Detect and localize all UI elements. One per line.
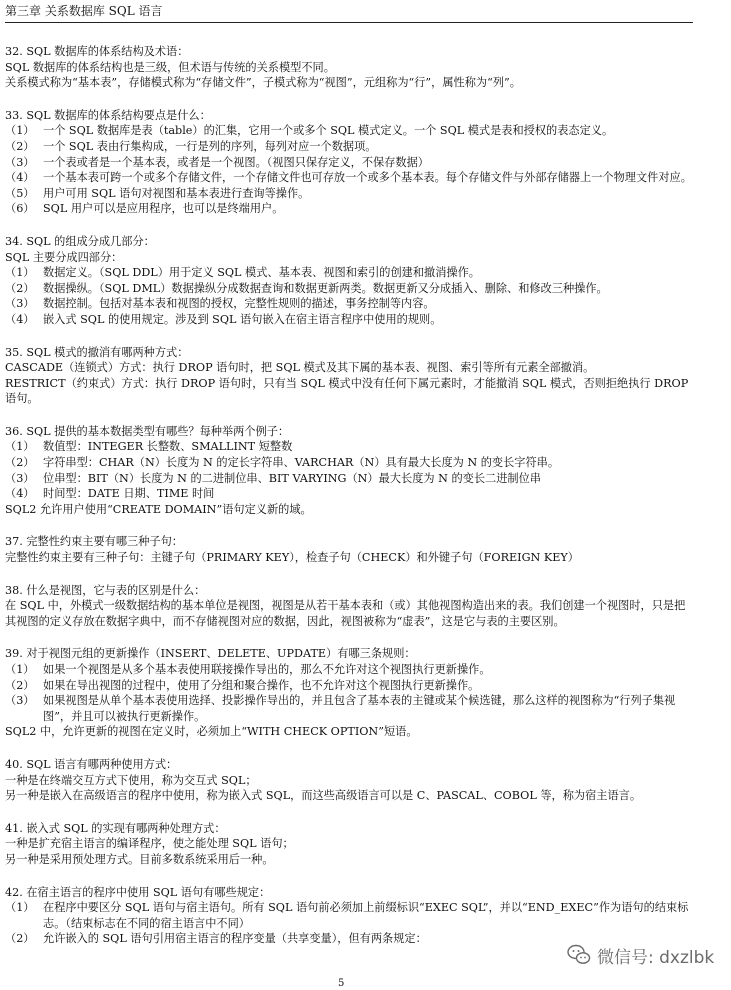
section-title: 42. 在宿主语言的程序中使用 SQL 语句有哪些规定： bbox=[5, 885, 271, 899]
numbered-item bbox=[5, 281, 693, 297]
item-text: 如果一个视图是从多个基本表使用联接操作导出的，那么不允许对这个视图执行更新操作。 bbox=[43, 663, 491, 676]
paragraph-line: CASCADE（连锁式）方式：执行 DROP 语句时，把 SQL 模式及其下属的基本表、视图、索引等所有元素全部撤消。 bbox=[5, 361, 595, 375]
item-number: （4） bbox=[5, 312, 35, 326]
numbered-item bbox=[5, 439, 693, 455]
paragraph-line: 另一种是嵌入在高级语言的程序中使用，称为嵌入式 SQL，而这些高级语言可以是 C、PASCAL、COBOL 等，称为宿主语言。 bbox=[5, 789, 642, 803]
qa-section bbox=[5, 885, 693, 947]
qa-section bbox=[5, 646, 693, 740]
section-title: 32. SQL 数据库的体系结构及术语： bbox=[5, 45, 189, 58]
paragraph-line: 另一种是采用预处理方式。目前多数系统采用后一种。 bbox=[5, 852, 274, 866]
section-title: 38. 什么是视图，它与表的区别是什么： bbox=[5, 583, 206, 597]
qa-section bbox=[5, 424, 693, 518]
qa-section bbox=[5, 234, 693, 328]
numbered-item bbox=[5, 312, 693, 328]
section-title: 37. 完整性约束主要有哪三种子句： bbox=[5, 535, 183, 549]
section-title: 40. SQL 语言有哪两种使用方式： bbox=[5, 757, 178, 771]
paragraph-line: 完整性约束主要有三种子句：主键子句（PRIMARY KEY），检查子句（CHECK）和外键子句（FOREIGN KEY） bbox=[5, 551, 579, 565]
item-text: SQL 用户可以是应用程序，也可以是终端用户。 bbox=[43, 202, 284, 216]
numbered-item bbox=[5, 186, 693, 202]
watermark-text: 微信号: dxzlbk bbox=[597, 947, 715, 968]
qa-section bbox=[5, 757, 693, 804]
section-title: 33. SQL 数据库的体系结构要点是什么： bbox=[5, 108, 211, 122]
item-text: 一个基本表可跨一个或多个存储文件，一个存储文件也可存放一个或多个基本表。每个存储文件与外部存储器上一个物理文件对应。 bbox=[43, 171, 692, 185]
numbered-item bbox=[5, 296, 693, 312]
item-text: 用户可用 SQL 语句对视图和基本表进行查询等操作。 bbox=[43, 186, 310, 200]
item-text: 一个表或者是一个基本表，或者是一个视图。（视图只保存定义，不保存数据） bbox=[43, 155, 429, 169]
wechat-watermark bbox=[563, 942, 718, 968]
qa-section bbox=[5, 534, 693, 565]
item-text: 允许嵌入的 SQL 语句引用宿主语言的程序变量（共享变量），但有两条规定： bbox=[43, 932, 427, 946]
item-text: 一个 SQL 数据库是表（table）的汇集，它用一个或多个 SQL 模式定义。一个 SQL 模式是表和授权的表态定义。 bbox=[43, 124, 614, 138]
item-number: （3） bbox=[5, 155, 35, 169]
item-number: （2） bbox=[5, 932, 35, 946]
item-number: （3） bbox=[5, 297, 35, 311]
item-text: 数值型：INTEGER 长整数、SMALLINT 短整数 bbox=[43, 440, 293, 454]
document-page bbox=[5, 0, 693, 989]
item-text: 字符串型：CHAR（N）长度为 N 的定长字符串、VARCHAR（N）具有最大长度为 N 的变长字符串。 bbox=[43, 456, 560, 470]
paragraph-line: SQL2 中，允许更新的视图在定义时，必须加上“WITH CHECK OPTION”短语。 bbox=[5, 725, 418, 739]
numbered-item bbox=[5, 265, 693, 281]
item-text: 数据定义。（SQL DDL）用于定义 SQL 模式、基本表、视图和索引的创建和撤消操作。 bbox=[43, 266, 480, 280]
item-number: （4） bbox=[5, 487, 35, 501]
item-text: 如果在导出视图的过程中，使用了分组和聚合操作，也不允许对这个视图执行更新操作。 bbox=[43, 678, 480, 692]
paragraph-line: RESTRICT（约束式）方式：执行 DROP 语句时，只有当 SQL 模式中没有任何下属元素时，才能撤消 SQL 模式，否则拒绝执行 DROP 语句。 bbox=[5, 376, 689, 406]
numbered-item bbox=[5, 139, 693, 155]
qa-section bbox=[5, 345, 693, 407]
item-text: 数据控制。包括对基本表和视图的授权，完整性规则的描述，事务控制等内容。 bbox=[43, 297, 435, 311]
item-number: （2） bbox=[5, 678, 35, 692]
wechat-icon bbox=[567, 944, 591, 966]
item-number: （3） bbox=[5, 471, 35, 485]
paragraph-line: 一种是在终端交互方式下使用，称为交互式 SQL； bbox=[5, 773, 257, 787]
paragraph-line: 一种是扩充宿主语言的编译程序，使之能处理 SQL 语句； bbox=[5, 837, 294, 851]
qa-section bbox=[5, 44, 693, 91]
page-number: 5 bbox=[338, 978, 345, 989]
chapter-header: 第三章 关系数据库 SQL 语言 bbox=[5, 0, 693, 23]
numbered-item bbox=[5, 662, 693, 678]
item-text: 位串型：BIT（N）长度为 N 的二进制位串、BIT VARYING（N）最大长度为 N 的变长二进制位串 bbox=[43, 471, 541, 485]
item-text: 在程序中要区分 SQL 语句与宿主语句。所有 SQL 语句前必须加上前缀标识“EXEC SQL”，并以“END_EXEC”作为语句的结束标志。（结束标志在不同的宿主语言中不同） bbox=[43, 901, 689, 930]
paragraph-line: SQL 主要分成四部分： bbox=[5, 250, 123, 264]
section-title: 34. SQL 的组成分成几部分： bbox=[5, 234, 155, 248]
item-text: 一个 SQL 表由行集构成，一行是列的序列，每列对应一个数据项。 bbox=[43, 139, 377, 153]
numbered-item bbox=[5, 170, 693, 186]
qa-section bbox=[5, 583, 693, 630]
paragraph-line: 关系模式称为“基本表”，存储模式称为“存储文件”，子模式称为“视图”，元组称为“行”，属性称为“列”。 bbox=[5, 76, 521, 90]
item-number: （1） bbox=[5, 266, 35, 280]
item-text: 嵌入式 SQL 的使用规定。涉及到 SQL 语句嵌入在宿主语言程序中使用的规则。 bbox=[43, 312, 442, 326]
item-number: （2） bbox=[5, 281, 35, 295]
numbered-item bbox=[5, 486, 693, 502]
numbered-item bbox=[5, 693, 693, 724]
numbered-item bbox=[5, 123, 693, 139]
item-text: 如果视图是从单个基本表使用选择、投影操作导出的，并且包含了基本表的主键或某个候选键，那么这样的视图称为“行列子集视图”，并且可以被执行更新操作。 bbox=[43, 694, 676, 723]
item-number: （5） bbox=[5, 186, 35, 200]
qa-section bbox=[5, 108, 693, 217]
item-number: （2） bbox=[5, 456, 35, 470]
paragraph-line: 在 SQL 中，外模式一级数据结构的基本单位是视图，视图是从若干基本表和（或）其他视图构造出来的表。我们创建一个视图时，只是把其视图的定义存放在数据字典中，而不存储视图对应的数据，因此，视图被称为“虚表”，这是它与表的主要区别。 bbox=[5, 599, 686, 628]
section-title: 36. SQL 提供的基本数据类型有哪些？每种举两个例子： bbox=[5, 424, 290, 438]
item-number: （1） bbox=[5, 440, 35, 454]
numbered-item bbox=[5, 155, 693, 171]
item-text: 时间型：DATE 日期、TIME 时间 bbox=[43, 487, 215, 501]
section-title: 41. 嵌入式 SQL 的实现有哪两种处理方式： bbox=[5, 821, 226, 835]
paragraph-line: SQL 数据库的体系结构也是三级，但术语与传统的关系模型不同。 bbox=[5, 60, 335, 74]
qa-section bbox=[5, 821, 693, 868]
section-title: 39. 对于视图元组的更新操作（INSERT、DELETE、UPDATE）有哪三条规则： bbox=[5, 647, 416, 661]
item-number: （1） bbox=[5, 124, 35, 138]
item-number: （3） bbox=[5, 694, 35, 708]
item-text: 数据操纵。（SQL DML）数据操纵分成数据查询和数据更新两类。数据更新又分成插入、删除、和修改三种操作。 bbox=[43, 281, 608, 295]
item-number: （6） bbox=[5, 202, 35, 216]
numbered-item bbox=[5, 678, 693, 694]
numbered-item bbox=[5, 900, 693, 931]
item-number: （2） bbox=[5, 139, 35, 153]
numbered-item bbox=[5, 471, 693, 487]
item-number: （1） bbox=[5, 663, 35, 676]
paragraph-line: SQL2 允许用户使用“CREATE DOMAIN”语句定义新的域。 bbox=[5, 502, 312, 516]
numbered-item bbox=[5, 201, 693, 217]
document-body bbox=[5, 23, 693, 947]
item-number: （4） bbox=[5, 171, 35, 185]
item-number: （1） bbox=[5, 901, 35, 915]
section-title: 35. SQL 模式的撤消有哪两种方式： bbox=[5, 345, 189, 359]
numbered-item bbox=[5, 455, 693, 471]
